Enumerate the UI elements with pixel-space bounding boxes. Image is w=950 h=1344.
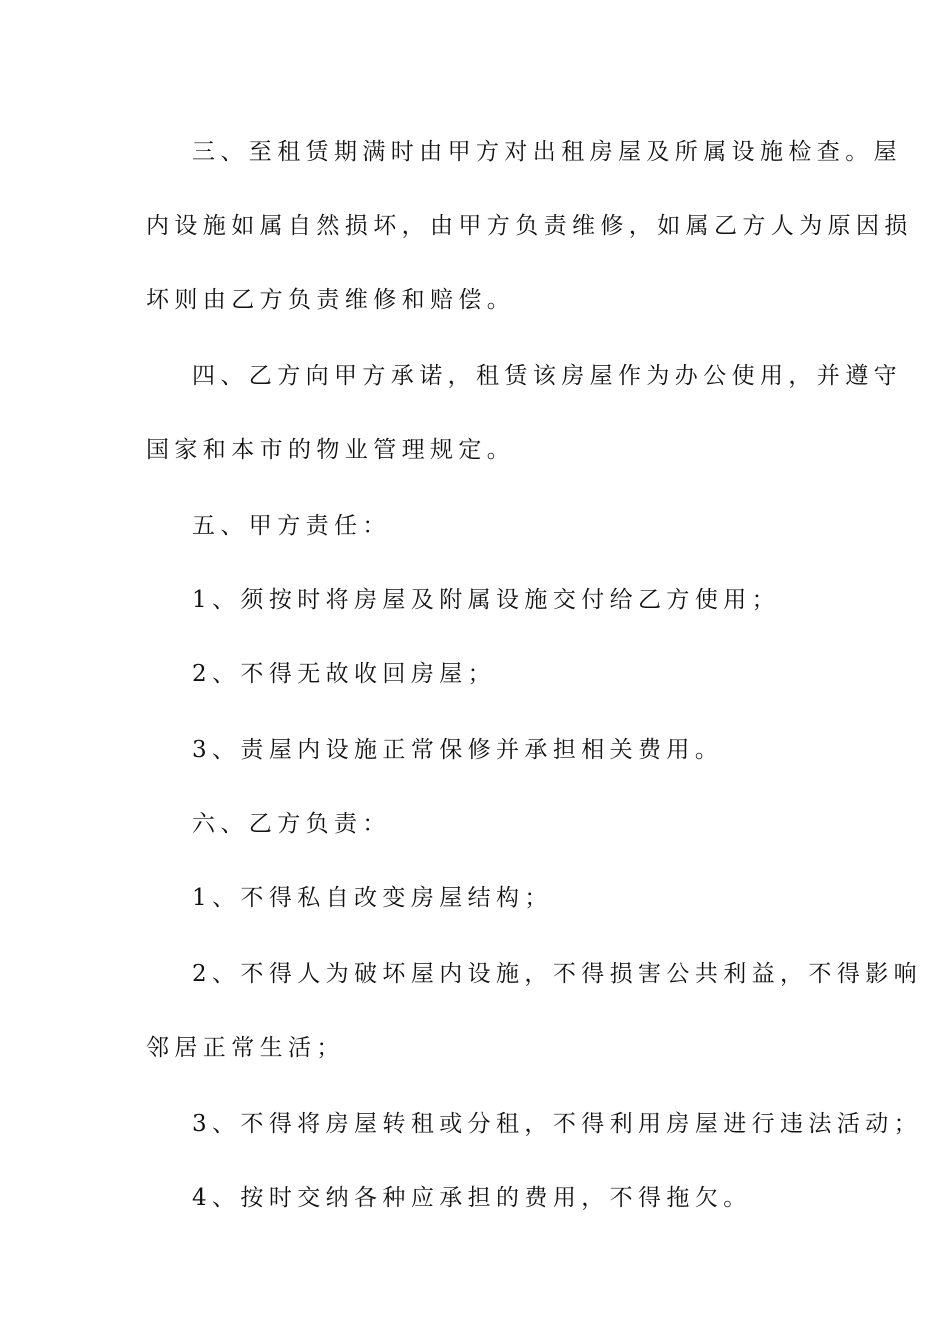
clause-3-line-1: 三、至租赁期满时由甲方对出租房屋及所属设施检查。屋	[192, 139, 902, 165]
clause-3-line-2: 内设施如属自然损坏，由甲方负责维修，如属乙方人为原因损	[146, 213, 913, 239]
clause-4-line-2: 国家和本市的物业管理规定。	[146, 437, 516, 463]
clause-5-heading: 五、甲方责任：	[192, 513, 391, 539]
clause-6-item-1: 1、不得私自改变房屋结构；	[192, 885, 553, 911]
clause-6-item-4: 4、按时交纳各种应承担的费用，不得拖欠。	[192, 1185, 752, 1211]
clause-6-item-2-line-2: 邻居正常生活；	[146, 1035, 345, 1061]
clause-6-heading: 六、乙方负责：	[192, 811, 391, 837]
clause-5-item-3: 3、责屋内设施正常保修并承担相关费用。	[192, 737, 724, 763]
clause-6-item-2-line-1: 2、不得人为破坏屋内设施，不得损害公共利益，不得影响	[192, 961, 923, 987]
clause-3-line-3: 坏则由乙方负责维修和赔偿。	[146, 287, 516, 313]
clause-6-item-3: 3、不得将房屋转租或分租，不得利用房屋进行违法活动；	[192, 1111, 923, 1137]
clause-4-line-1: 四、乙方向甲方承诺，租赁该房屋作为办公使用，并遵守	[192, 363, 902, 389]
clause-5-item-1: 1、须按时将房屋及附属设施交付给乙方使用；	[192, 587, 781, 613]
clause-5-item-2: 2、不得无故收回房屋；	[192, 661, 497, 687]
